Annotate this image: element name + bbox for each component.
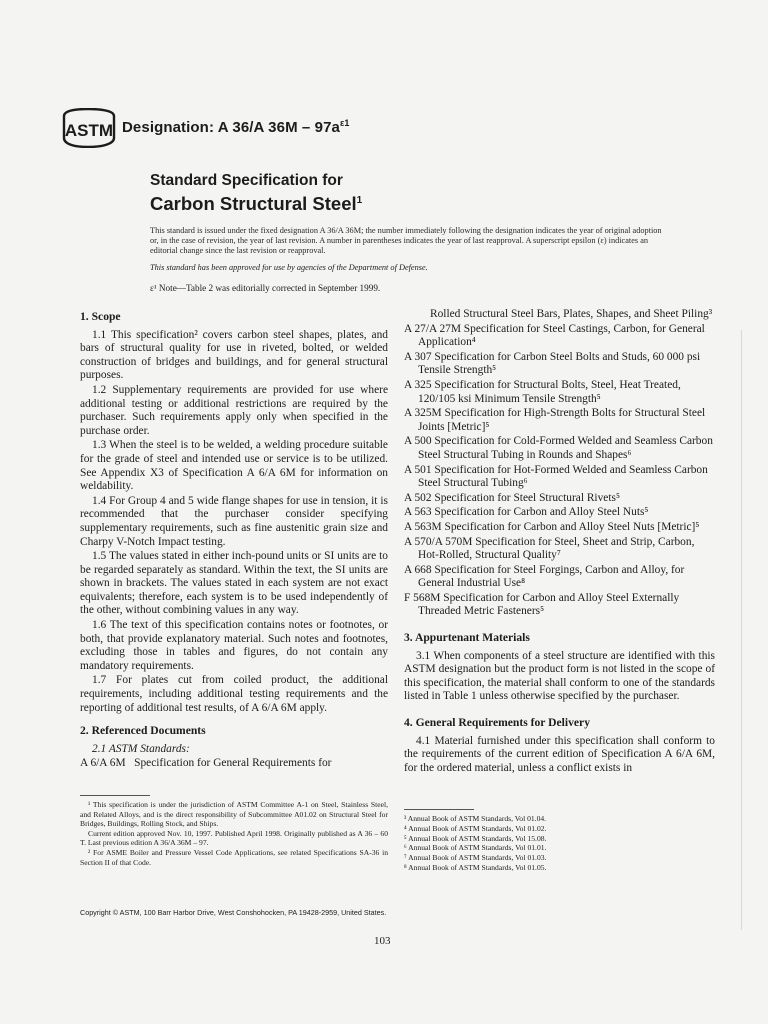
title-main: Carbon Structural Steel xyxy=(150,193,357,215)
editorial-note: ε¹ Note—Table 2 was editorially corrected in September 1999. xyxy=(150,283,381,294)
para-1-7: 1.7 For plates cut from coiled product, the additional requirements, including additional testing requirements and the reporting of additional test results, of A 6/A 6M apply. xyxy=(80,674,388,714)
issue-note: This standard is issued under the fixed designation A 36/A 36M; the number immediately following the designation indicates the year of original adoption or, in the case of revision, the year of last revision. A number in parentheses indicates the year of last reapproval. A superscript epsilon (ε) indicates an editorial change since the last revision or reapproval. xyxy=(150,226,662,256)
ref-a307: A 307 Specification for Carbon Steel Bolts and Studs, 60 000 psi Tensile Strength⁵ xyxy=(404,350,701,377)
footnote-8: ⁸ Annual Book of ASTM Standards, Vol 01.05. xyxy=(404,862,547,872)
ref-f568m: F 568M Specification for Carbon and Alloy Steel Externally Threaded Metric Fasteners⁵ xyxy=(404,591,680,618)
footnote-6: ⁶ Annual Book of ASTM Standards, Vol 01.01. xyxy=(404,843,547,853)
footnotes-right xyxy=(404,814,715,873)
designation-text: Designation: A 36/A 36M – 97a xyxy=(122,119,340,136)
section-4-heading: 4. General Requirements for Delivery xyxy=(404,716,590,730)
section-2-heading: 2. Referenced Documents xyxy=(80,724,206,738)
ref-a563m: A 563M Specification for Carbon and Alloy Steel Nuts [Metric]⁵ xyxy=(404,520,700,533)
ref-a500: A 500 Specification for Cold-Formed Welded and Seamless Carbon Steel Structural Tubing in Rounds and Shapes⁶ xyxy=(404,435,713,461)
footnotes-left xyxy=(80,800,388,867)
ref-a6: A 6/A 6M Specification for General Requirements for xyxy=(80,757,332,770)
scan-edge-line xyxy=(741,330,742,930)
para-1-3: 1.3 When the steel is to be welded, a welding procedure suitable for the grade of steel and intended use or service is to be utilized. See Appendix X3 of Specification A 6/A 6M for information on weldability. xyxy=(80,439,388,493)
section-1-heading: 1. Scope xyxy=(80,310,121,323)
right-column xyxy=(404,308,715,776)
para-1-4: 1.4 For Group 4 and 5 wide flange shapes for use in tension, it is recommended that the purchaser consider specifying supplementary requirements, such as fine austenitic grain size and Charpy V-Notch Impact testing. xyxy=(80,494,388,548)
approval-note: This standard has been approved for use by agencies of the Department of Defense. xyxy=(150,263,428,273)
designation-sup: ε1 xyxy=(339,118,350,128)
footnote-5: ⁵ Annual Book of ASTM Standards, Vol 15.08. xyxy=(404,833,547,843)
footnote-4: ⁴ Annual Book of ASTM Standards, Vol 01.02. xyxy=(404,823,547,833)
ref-a570: A 570/A 570M Specification for Steel, Sheet and Strip, Carbon, Hot-Rolled, Structural Quality⁷ xyxy=(404,535,695,562)
para-1-1: 1.1 This specification² covers carbon steel shapes, plates, and bars of structural quality for use in riveted, bolted, or welded construction of bridges and buildings, and for general structural purposes. xyxy=(80,328,388,382)
para-3-1: 3.1 When components of a steel structure are identified with this ASTM designation but the product form is not listed in the scope of this specification, the material shall conform to one of the standards listed in Table 1 unless otherwise specified by the purchaser. xyxy=(404,649,715,703)
page-number: 103 xyxy=(374,935,391,947)
astm-logo xyxy=(58,108,120,148)
ref-a563: A 563 Specification for Carbon and Alloy Steel Nuts⁵ xyxy=(404,506,649,519)
footnote-7: ⁷ Annual Book of ASTM Standards, Vol 01.03. xyxy=(404,853,547,863)
para-1-2: 1.2 Supplementary requirements are provided for use where additional testing or additional restrictions are required by the purchaser. Such requirements apply only when specified in the purchase order. xyxy=(80,383,388,437)
subsection-2-1: 2.1 ASTM Standards: xyxy=(92,742,190,755)
left-column xyxy=(80,308,388,772)
para-4-1: 4.1 Material furnished under this specification shall conform to the requirements of the current edition of Specification A 6/A 6M, for the ordered material, unless a conflict exists in xyxy=(404,734,715,774)
designation xyxy=(122,118,349,136)
para-1-5: 1.5 The values stated in either inch-pound units or SI units are to be regarded separately as standard. Within the text, the SI units are shown in brackets. The values stated in each system are not exact equivalents; therefore, each system is to be used independently of the other, without combining values in any way. xyxy=(80,550,388,617)
title-block xyxy=(150,172,670,294)
title-footnote-ref: 1 xyxy=(356,195,363,206)
ref-a6-cont: Rolled Structural Steel Bars, Plates, Shapes, and Sheet Piling³ xyxy=(430,308,713,320)
ref-a668: A 668 Specification for Steel Forgings, Carbon and Alloy, for General Industrial Use⁸ xyxy=(404,563,685,590)
ref-a325: A 325 Specification for Structural Bolts, Steel, Heat Treated, 120/105 ksi Minimum Tensile Strength⁵ xyxy=(404,378,681,405)
copyright: Copyright © ASTM, 100 Barr Harbor Drive, West Conshohocken, PA 19428-2959, United States. xyxy=(80,908,387,917)
footnote-3: ³ Annual Book of ASTM Standards, Vol 01.04. xyxy=(404,814,547,823)
ref-a501: A 501 Specification for Hot-Formed Welded and Seamless Carbon Steel Structural Tubing⁶ xyxy=(404,463,708,490)
footnote-divider-left xyxy=(80,795,150,796)
title-line-1: Standard Specification for xyxy=(150,172,343,189)
title-line-2 xyxy=(150,190,670,215)
footnote-1: ¹ This specification is under the jurisdiction of ASTM Committee A-1 on Steel, Stainless Steel, and Related Alloys, and is the direct responsibility of Subcommittee A01.02 on Structural Steel for Bridges, Buildings, Rolling Stock, and Ships. xyxy=(80,800,388,829)
ref-a325m: A 325M Specification for High-Strength Bolts for Structural Steel Joints [Metric]⁵ xyxy=(404,407,706,433)
ref-a502: A 502 Specification for Steel Structural Rivets⁵ xyxy=(404,491,620,504)
footnote-divider-right xyxy=(404,809,474,810)
section-3-heading: 3. Appurtenant Materials xyxy=(404,631,530,645)
footnote-1b: Current edition approved Nov. 10, 1997. Published April 1998. Originally published as A 36 – 60 T. Last previous edition A 36/A 36M – 97. xyxy=(80,828,388,848)
logo-text: ASTM xyxy=(64,121,114,140)
footnote-2: ² For ASME Boiler and Pressure Vessel Code Applications, see related Specifications SA-36 in Section II of that Code. xyxy=(80,847,388,867)
ref-a27: A 27/A 27M Specification for Steel Castings, Carbon, for General Application⁴ xyxy=(404,322,705,349)
para-1-6: 1.6 The text of this specification contains notes or footnotes, or both, that provide explanatory material. Such notes and footnotes, excluding those in tables and figures, do not contain any mandatory requirements. xyxy=(80,619,388,672)
